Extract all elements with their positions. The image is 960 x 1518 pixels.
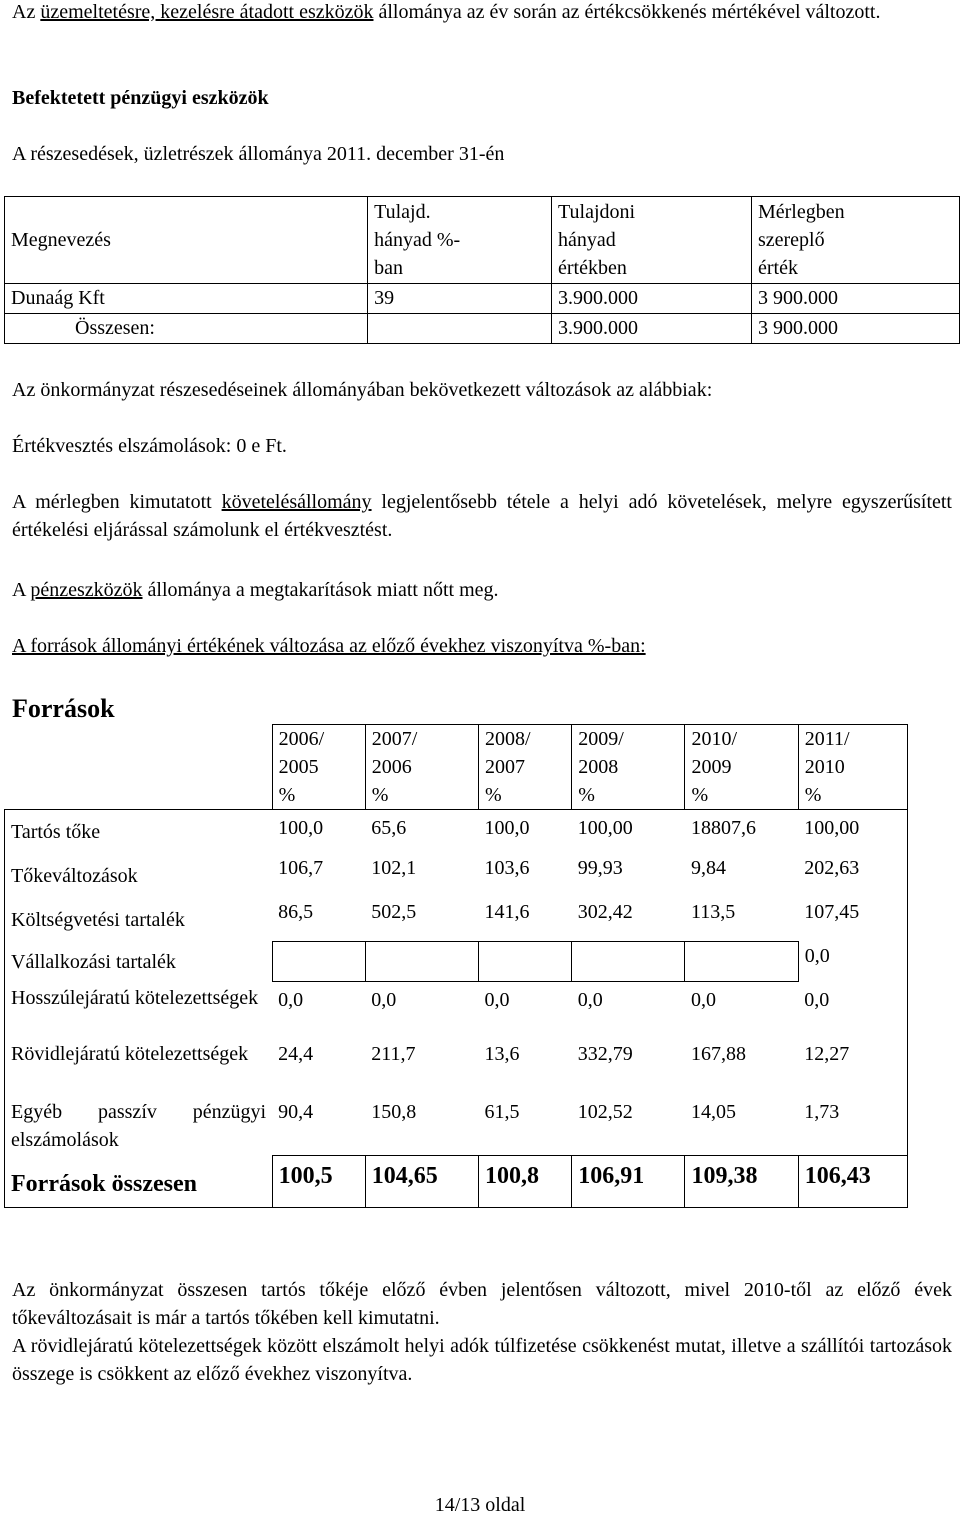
table-row-total: Összesen: 3.900.000 3 900.000 (5, 314, 960, 344)
table-row: Egyéb passzív pénzügyi elszámolások 90,4 150,8 61,5 102,52 14,05 1,73 (5, 1098, 908, 1156)
para-writeoff: Értékvesztés elszámolások: 0 e Ft. (12, 435, 287, 457)
intro-link[interactable]: üzemeltetésre, kezelésre átadott eszközök (40, 1, 374, 23)
header-cell-year: 2008/ 2007 % (479, 725, 572, 810)
table-row: Költségvetési tartalék 86,5 502,5 141,6 302,42 113,5 107,45 (5, 898, 908, 942)
page-number: 14/13 oldal (434, 1494, 526, 1516)
table-row: Vállalkozási tartalék 0,0 (5, 942, 908, 982)
header-cell-name: Megnevezés (5, 197, 368, 284)
header-cell-year: 2006/ 2005 % (272, 725, 365, 810)
header-cell-year: 2010/ 2009 % (685, 725, 798, 810)
section-title-investments: Befektetett pénzügyi eszközök (12, 87, 269, 109)
table-row: Tőkeváltozások 106,7 102,1 103,6 99,93 9,84 202,63 (5, 854, 908, 898)
para-short-term: A rövidlejáratú kötelezettségek között elszámolt helyi adók túlfizetése csökkenést mutat, illetve a szállítói tartozások összege is csökkent az előző évekhez viszonyítva. (12, 1335, 952, 1385)
table-row: Tartós tőke 100,0 65,6 100,0 100,00 18807,6 100,00 (5, 810, 908, 854)
para-sources-heading: A források állományi értékének változása az előző évekhez viszonyítva %-ban: (12, 635, 646, 657)
sources-title: Források (12, 694, 115, 723)
para-equity: Az önkormányzat összesen tartós tőkéje előző évben jelentősen változott, mivel 2010-től az előző évek tőkeváltozásait is már a tartós tőkében kell kimutatni. (12, 1279, 952, 1329)
para-changes: Az önkormányzat részesedéseinek állományában bekövetkezett változások az alábbiak: (12, 379, 713, 401)
table-row: Hosszúlejáratú kötelezettségek 0,0 0,0 0,0 0,0 0,0 0,0 (5, 982, 908, 1040)
header-cell-share-value: Tulajdoni hányad értékben (552, 197, 752, 284)
header-cell-year: 2011/ 2010 % (798, 725, 907, 810)
header-cell-share-pct: Tulajd. hányad %- ban (368, 197, 552, 284)
cash-link[interactable]: pénzeszközök (30, 579, 143, 601)
header-cell-year: 2007/ 2006 % (365, 725, 478, 810)
holdings-table-header (5, 197, 960, 284)
header-cell-balance-value: Mérlegben szereplő érték (751, 197, 959, 284)
table-row-total: Források összesen 100,5 104,65 100,8 106,91 109,38 106,43 (5, 1156, 908, 1208)
header-cell-year: 2009/ 2008 % (572, 725, 685, 810)
sources-table (4, 724, 908, 1208)
table-row: Rövidlejáratú kötelezettségek 24,4 211,7 13,6 332,79 167,88 12,27 (5, 1040, 908, 1098)
table-row: Dunaág Kft 39 3.900.000 3 900.000 (5, 284, 960, 314)
holdings-table (4, 196, 960, 344)
section-subtitle-holdings: A részesedések, üzletrészek állománya 2011. december 31-én (12, 143, 505, 165)
para-cash: A pénzeszközök állománya a megtakarítások miatt nőtt meg. (12, 579, 499, 601)
para-receivables: A mérlegben kimutatott követelésállomány legjelentősebb tétele a helyi adó követelések, melyre egyszerűsített értékelési eljárással számolunk el értékvesztést. (12, 491, 952, 541)
intro-prefix: Az (12, 1, 41, 23)
intro-rest: állománya az év során az értékcsökkenés mértékével változott. (373, 1, 881, 23)
sources-table-header (5, 725, 908, 810)
receivables-link[interactable]: követelésállomány (221, 491, 372, 513)
intro-paragraph (12, 0, 952, 26)
